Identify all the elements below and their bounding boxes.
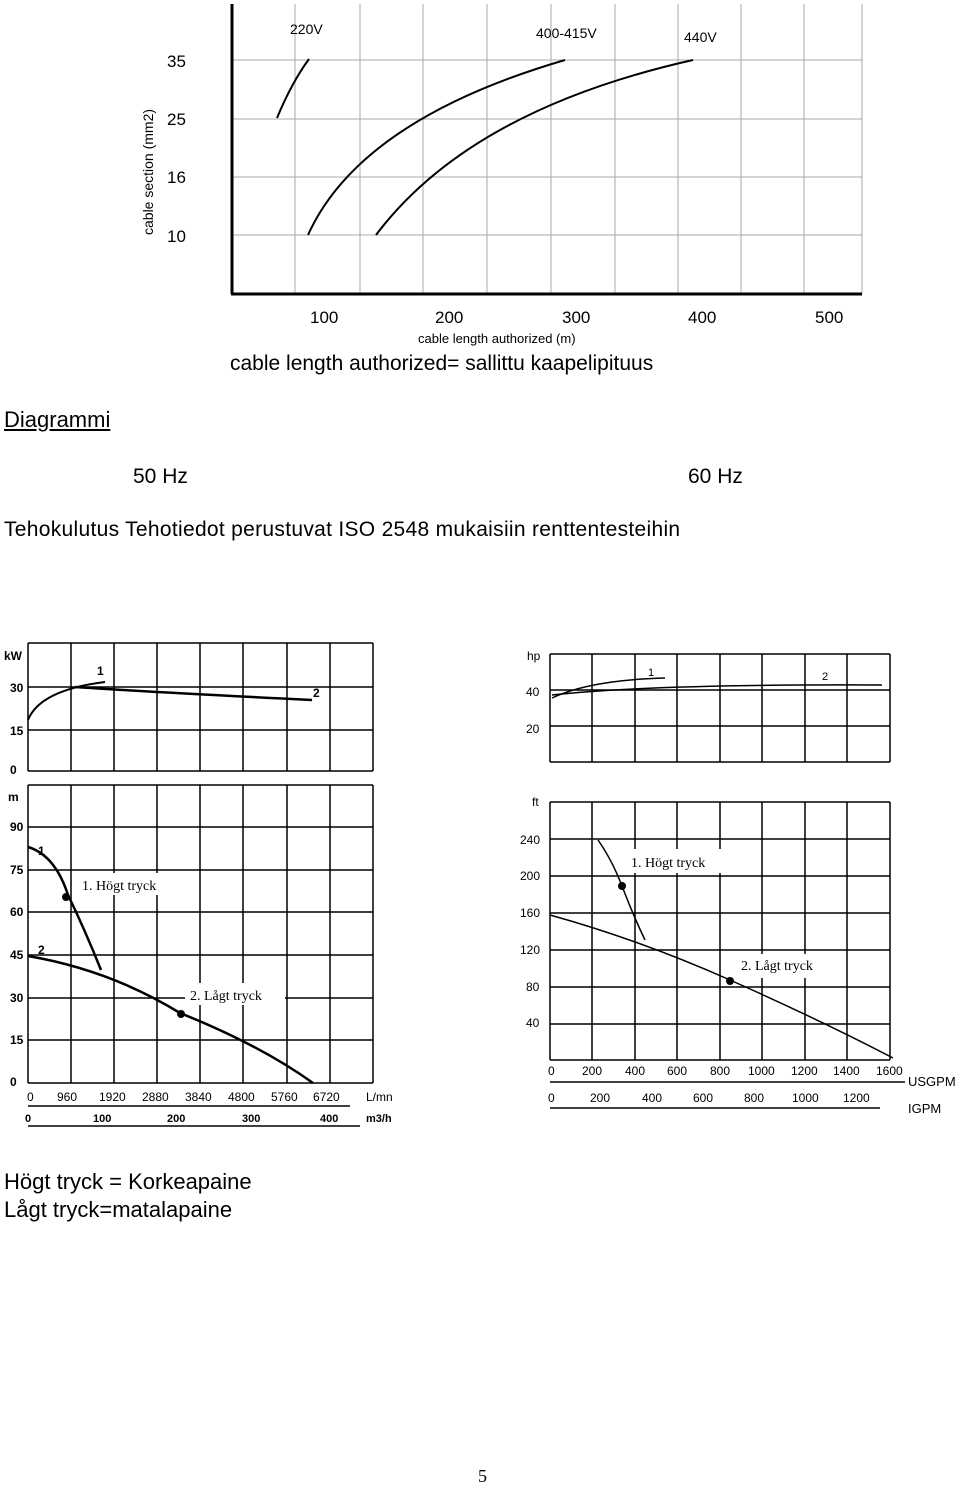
flow-m3h-tick: 0 — [25, 1113, 32, 1125]
head-tick: 90 — [10, 820, 24, 834]
flow-lmin-tick: 2880 — [142, 1090, 169, 1104]
power-unit: kW — [4, 649, 22, 663]
usgpm-tick: 1600 — [876, 1064, 903, 1078]
power-tick: 40 — [526, 685, 540, 699]
legend-low-pressure: Lågt tryck=matalapaine — [4, 1197, 233, 1222]
head-tick: 0 — [10, 1075, 17, 1089]
section-heading: Diagrammi — [4, 407, 111, 432]
usgpm-tick: 400 — [625, 1064, 646, 1078]
usgpm-tick: 800 — [710, 1064, 731, 1078]
flow-m3h-tick: 300 — [242, 1113, 261, 1125]
igpm-tick: 400 — [642, 1091, 663, 1105]
label-low-pressure: 2. Lågt tryck — [741, 959, 813, 974]
cable-x-tick: 300 — [562, 308, 591, 327]
cable-y-tick: 16 — [167, 168, 186, 187]
head-tick: 240 — [520, 833, 541, 847]
power-curve-2 — [75, 687, 312, 700]
power-tick: 15 — [10, 724, 24, 738]
legend-high-pressure: Högt tryck = Korkeapaine — [4, 1169, 252, 1194]
cable-series-220v: 220V — [290, 21, 323, 37]
label-high-pressure: 1. Högt tryck — [82, 879, 157, 894]
power-tick: 30 — [10, 681, 24, 695]
igpm-tick: 0 — [548, 1091, 555, 1105]
flow-units-60hz — [900, 1070, 960, 1120]
usgpm-unit: USGPM — [908, 1074, 956, 1089]
operating-point-low — [726, 977, 734, 985]
flow-lmin-tick: 3840 — [185, 1090, 212, 1104]
flow-lmin-tick: 0 — [27, 1090, 34, 1104]
usgpm-tick: 200 — [582, 1064, 603, 1078]
cable-y-tick: 35 — [167, 52, 186, 71]
power-tick: 20 — [526, 722, 540, 736]
head-tick: 45 — [10, 948, 24, 962]
power-unit: hp — [527, 649, 541, 663]
usgpm-tick: 1200 — [791, 1064, 818, 1078]
flow-lmin-tick: 6720 — [313, 1090, 340, 1104]
flow-m3h-tick: 100 — [93, 1113, 112, 1125]
operating-point-high — [618, 882, 626, 890]
head-tick: 120 — [520, 943, 541, 957]
cable-x-tick: 100 — [310, 308, 339, 327]
cable-y-tick: 25 — [167, 110, 186, 129]
head-tick: 15 — [10, 1033, 24, 1047]
power-curve-label-1: 1 — [97, 664, 104, 678]
flow-lmin-tick: 4800 — [228, 1090, 255, 1104]
cable-x-tick: 200 — [435, 308, 464, 327]
operating-point-low — [177, 1010, 185, 1018]
operating-point-high — [62, 893, 70, 901]
usgpm-tick: 1000 — [748, 1064, 775, 1078]
cable-x-label: cable length authorized (m) — [418, 331, 576, 346]
head-unit: ft — [532, 795, 539, 809]
igpm-tick: 1200 — [843, 1091, 870, 1105]
usgpm-tick: 0 — [548, 1064, 555, 1078]
head-curve-label-1: 1 — [38, 844, 45, 858]
label-low-pressure: 2. Lågt tryck — [190, 989, 262, 1004]
igpm-tick: 1000 — [792, 1091, 819, 1105]
flow-m3h-tick: 400 — [320, 1113, 339, 1125]
power-curve-label-1: 1 — [648, 667, 655, 679]
head-tick: 60 — [10, 905, 24, 919]
igpm-tick: 600 — [693, 1091, 714, 1105]
power-curve-label-2: 2 — [822, 671, 829, 683]
cable-section-chart — [0, 0, 960, 350]
flow-lmin-tick: 960 — [57, 1090, 78, 1104]
cable-x-tick: 400 — [688, 308, 717, 327]
performance-text: Tehokulutus Tehotiedot perustuvat ISO 2548 mukaisiin renttentesteihin — [4, 518, 681, 541]
head-tick: 200 — [520, 869, 541, 883]
cable-y-tick: 10 — [167, 227, 186, 246]
pump-chart-50hz — [0, 640, 480, 1140]
cable-x-tick: 500 — [815, 308, 844, 327]
head-unit: m — [8, 790, 19, 804]
flow-lmin-unit: L/mn — [366, 1090, 393, 1104]
label-60hz: 60 Hz — [688, 465, 743, 488]
flow-lmin-tick: 1920 — [99, 1090, 126, 1104]
head-tick: 160 — [520, 906, 541, 920]
usgpm-tick: 1400 — [833, 1064, 860, 1078]
head-curve-label-2: 2 — [38, 943, 45, 957]
cable-y-label: cable section (mm2) — [140, 108, 156, 235]
page-number: 5 — [478, 1466, 487, 1486]
cable-curve-400v — [308, 60, 565, 235]
flow-m3h-unit: m3/h — [366, 1113, 392, 1125]
igpm-tick: 800 — [744, 1091, 765, 1105]
head-tick: 40 — [526, 1016, 540, 1030]
power-curve-label-2: 2 — [313, 686, 320, 700]
flow-m3h-tick: 200 — [167, 1113, 186, 1125]
power-tick: 0 — [10, 763, 17, 777]
cable-curve-220v — [277, 59, 309, 118]
cable-series-400v: 400-415V — [536, 25, 597, 41]
igpm-tick: 200 — [590, 1091, 611, 1105]
head-tick: 80 — [526, 980, 540, 994]
usgpm-tick: 600 — [667, 1064, 688, 1078]
flow-lmin-tick: 5760 — [271, 1090, 298, 1104]
label-50hz: 50 Hz — [133, 465, 188, 488]
head-tick: 30 — [10, 991, 24, 1005]
cable-curve-440v — [376, 60, 693, 235]
cable-series-440v: 440V — [684, 29, 717, 45]
cable-caption: cable length authorized= sallittu kaapelipituus — [230, 352, 654, 375]
pump-chart-60hz — [500, 640, 920, 1130]
label-high-pressure: 1. Högt tryck — [631, 856, 706, 871]
head-tick: 75 — [10, 863, 24, 877]
igpm-unit: IGPM — [908, 1101, 942, 1116]
